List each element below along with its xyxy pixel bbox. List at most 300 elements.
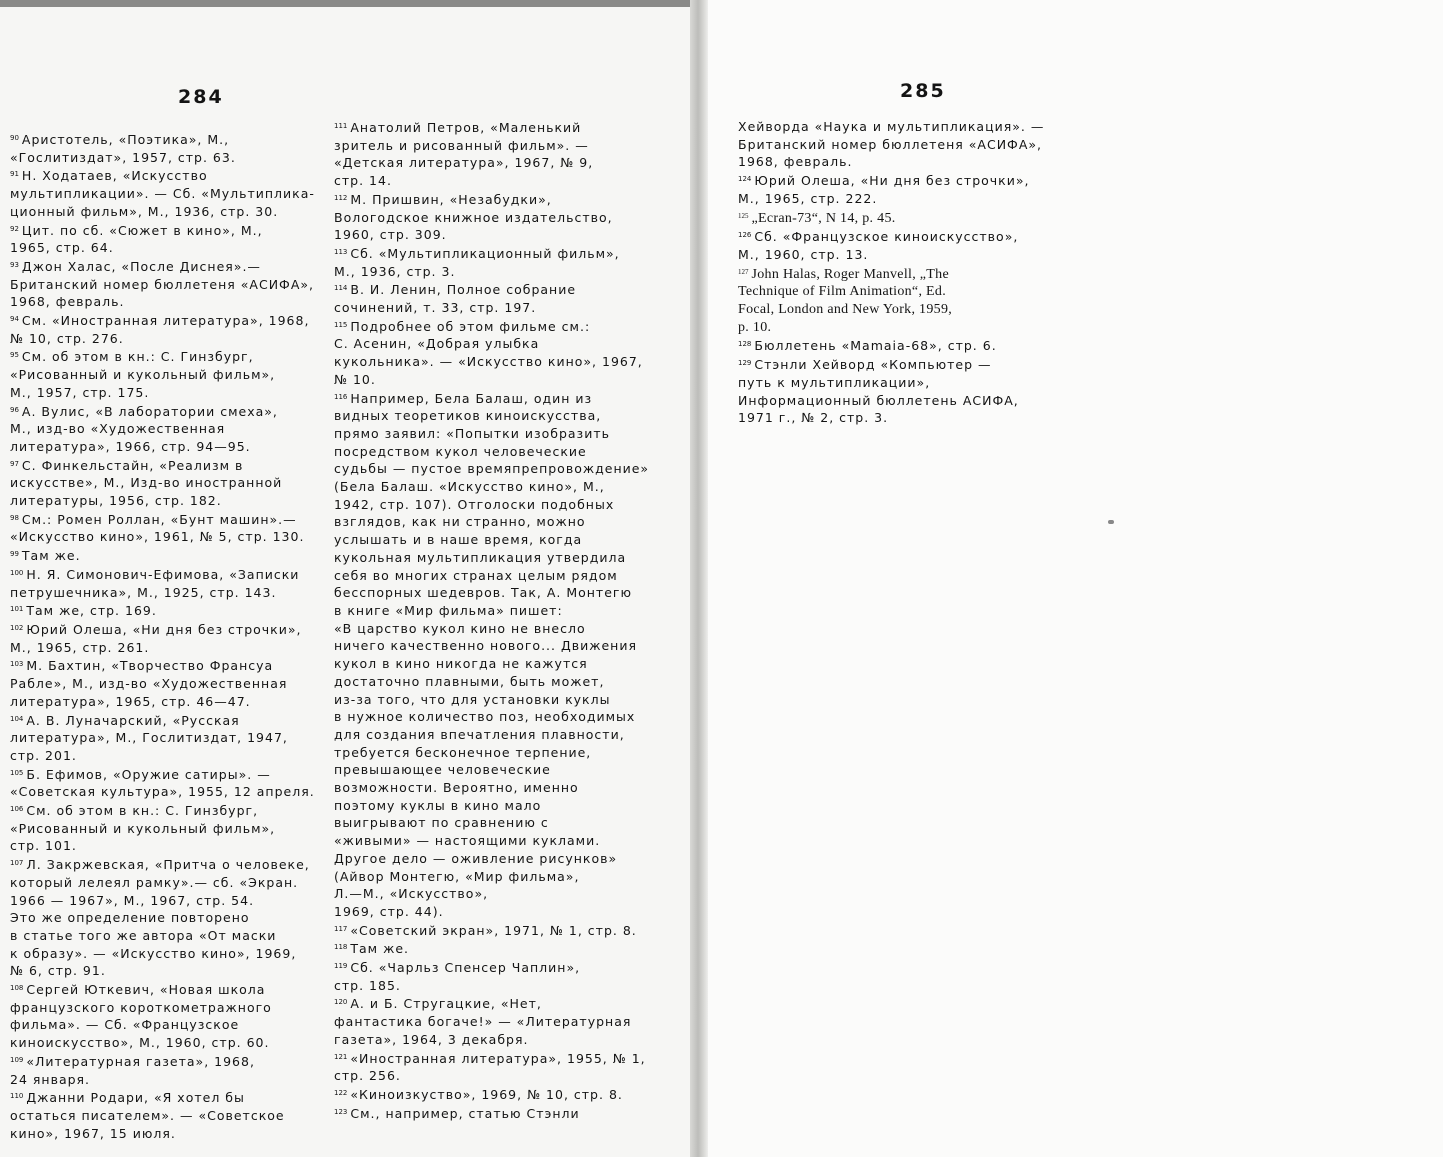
footnote-line	[334, 513, 649, 531]
footnote-line	[10, 149, 315, 167]
footnote-text: «Советский экран», 1971, № 1, стр. 8.	[350, 922, 637, 938]
footnote-text: Стэнли Хейворд «Компьютер —	[754, 357, 992, 373]
footnote-line	[334, 317, 649, 336]
footnote-text: А. Вулис, «В лаборатории смеха»,	[21, 403, 278, 419]
footnote-line	[738, 355, 1044, 374]
footnote-text: (Айвор Монтегю, «Мир фильма»,	[334, 868, 580, 884]
footnote-text: кукольника». — «Искусство кино», 1967,	[334, 354, 643, 370]
footnote-text: А. и Б. Стругацкие, «Нет,	[350, 996, 542, 1012]
footnote-line	[334, 1049, 649, 1068]
footnote-number: 107	[10, 859, 24, 868]
footnote-text: 1968, февраль.	[738, 154, 853, 170]
footnote-number: 91	[10, 170, 19, 179]
footnote-line	[334, 478, 649, 496]
footnote-line	[10, 584, 315, 602]
footnote-number: 112	[334, 193, 348, 202]
footnote-text: стр. 201.	[10, 747, 77, 763]
footnote-text: Например, Бела Балаш, один из	[350, 390, 593, 406]
footnote-text: «Киноизкуство», 1969, № 10, стр. 8.	[350, 1086, 623, 1102]
footnote-line	[334, 244, 649, 263]
footnote-line	[738, 171, 1044, 190]
footnote-line	[10, 239, 315, 257]
footnote-line	[334, 172, 649, 190]
footnote-line	[10, 185, 315, 203]
footnote-line	[10, 945, 315, 963]
scan-edge-shadow	[0, 0, 690, 7]
footnote-line	[334, 335, 649, 353]
footnote-line	[334, 1067, 649, 1085]
footnote-text: Бюллетень «Mamaia-68», стр. 6.	[754, 338, 997, 354]
footnote-number: 121	[334, 1052, 348, 1061]
footnote-text: Л. Закржевская, «Притча о человеке,	[26, 857, 310, 873]
footnote-text: 1960, стр. 309.	[334, 227, 447, 243]
page-number-left: 284	[178, 86, 224, 108]
footnote-number: 127	[738, 267, 749, 276]
footnote-text: См. «Иностранная литература», 1968,	[21, 313, 310, 329]
footnote-text: М., 1965, стр. 261.	[10, 639, 150, 655]
footnote-text: стр. 185.	[334, 977, 401, 993]
footnote-text: петрушечника», М., 1925, стр. 143.	[10, 584, 277, 600]
footnote-number: 115	[334, 320, 348, 329]
footnote-line	[334, 118, 649, 137]
footnote-text: См.: Ромен Роллан, «Бунт машин».—	[21, 511, 297, 527]
footnote-line	[334, 567, 649, 585]
footnote-text: p. 10.	[738, 319, 772, 335]
footnote-text: поэтому куклы в кино мало	[334, 797, 542, 813]
footnote-text: Юрий Олеша, «Ни дня без строчки»,	[754, 173, 1030, 189]
footnote-line	[334, 1085, 649, 1104]
footnote-text: № 10, стр. 276.	[10, 330, 124, 346]
footnote-text: М. Бахтин, «Творчество Франсуа	[26, 658, 274, 674]
footnote-line	[334, 190, 649, 209]
footnote-line	[334, 850, 649, 868]
footnote-number: 108	[10, 984, 24, 993]
footnote-text: 1968, февраль.	[10, 294, 125, 310]
footnote-line	[334, 496, 649, 514]
footnote-line	[10, 347, 315, 366]
footnote-number: 103	[10, 660, 24, 669]
footnote-number: 97	[10, 459, 19, 468]
footnote-number: 123	[334, 1107, 348, 1116]
footnote-text: в нужное количество поз, необходимых	[334, 709, 636, 725]
footnote-text: литература», 1965, стр. 46—47.	[10, 693, 251, 709]
footnote-line	[334, 832, 649, 850]
footnote-text: стр. 14.	[334, 173, 392, 189]
footnote-line	[10, 980, 315, 999]
footnote-line	[334, 389, 649, 408]
footnote-line	[334, 655, 649, 673]
footnote-line	[738, 208, 1044, 228]
footnote-text: Н. Я. Симонович-Ефимова, «Записки	[26, 566, 300, 582]
footnote-text: судьбы — пустое времяпрепровождение»	[334, 461, 650, 477]
footnote-text: остаться писателем». — «Советское	[10, 1107, 285, 1123]
footnote-text: «Рисованный и кукольный фильм»,	[10, 367, 276, 383]
footnote-line	[738, 392, 1044, 410]
footnote-line	[10, 330, 315, 348]
footnote-line	[738, 301, 1044, 319]
footnote-text: «Рисованный и кукольный фильм»,	[10, 820, 276, 836]
footnote-text: превышающее человеческие	[334, 762, 551, 778]
footnote-line	[10, 311, 315, 330]
footnote-text: возможности. Вероятно, именно	[334, 780, 579, 796]
footnote-line	[10, 474, 315, 492]
footnote-line	[10, 783, 315, 801]
footnote-line	[10, 1052, 315, 1071]
footnote-line	[334, 549, 649, 567]
footnote-text: Сергей Юткевич, «Новая школа	[26, 982, 266, 998]
footnote-text: прямо заявил: «Попытки изобразить	[334, 425, 610, 441]
footnote-line	[738, 319, 1044, 337]
footnote-line	[334, 921, 649, 940]
footnote-line	[738, 227, 1044, 246]
footnote-text: Хейворда «Наука и мультипликация». —	[738, 119, 1045, 134]
footnote-text: Л.—М., «Искусство»,	[334, 886, 489, 902]
footnote-number: 116	[334, 392, 348, 401]
footnote-line	[334, 637, 649, 655]
footnote-text: в статье того же автора «От маски	[10, 927, 277, 943]
footnote-number: 111	[334, 122, 348, 130]
footnote-line	[334, 620, 649, 638]
footnote-text: путь к мультипликации»,	[738, 374, 931, 390]
footnote-text: стр. 256.	[334, 1068, 401, 1084]
footnote-line	[334, 371, 649, 389]
footnote-line	[10, 601, 315, 620]
footnote-number: 93	[10, 260, 19, 269]
footnote-text: 1971 г., № 2, стр. 3.	[738, 410, 889, 426]
footnote-line	[10, 999, 315, 1017]
footnote-number: 129	[738, 359, 752, 368]
footnote-line	[334, 299, 649, 317]
footnote-number: 94	[10, 315, 19, 324]
footnote-text: посредством кукол человеческие	[334, 443, 587, 459]
footnote-line	[10, 639, 315, 657]
footnote-line	[10, 675, 315, 693]
footnote-text: 1969, стр. 44).	[334, 903, 444, 919]
footnote-text: В. И. Ленин, Полное собрание	[350, 282, 577, 298]
footnote-text: Джон Халас, «После Диснея».—	[21, 258, 261, 274]
footnote-text: «Гослитиздат», 1957, стр. 63.	[10, 149, 236, 165]
footnote-line	[334, 885, 649, 903]
footnote-line	[334, 1013, 649, 1031]
footnote-line	[334, 602, 649, 620]
footnote-text: Аристотель, «Поэтика», М.,	[21, 132, 230, 147]
footnote-line	[10, 438, 315, 456]
footnote-text: № 10.	[334, 371, 376, 387]
footnote-line	[10, 1071, 315, 1089]
footnote-text: См. об этом в кн.: С. Гинзбург,	[26, 803, 259, 819]
footnote-text: С. Финкельстайн, «Реализм в	[21, 457, 244, 473]
footnote-line	[10, 492, 315, 510]
footnote-number: 105	[10, 768, 24, 777]
footnote-number: 101	[10, 605, 24, 614]
footnote-line	[334, 939, 649, 958]
footnote-line	[738, 283, 1044, 301]
footnote-line	[10, 293, 315, 311]
footnote-line	[334, 460, 649, 478]
footnote-line	[334, 708, 649, 726]
footnote-line	[334, 443, 649, 461]
footnote-line	[738, 153, 1044, 171]
footnote-text: М., 1960, стр. 13.	[738, 246, 869, 262]
footnote-number: 99	[10, 550, 19, 559]
footnote-line	[10, 384, 315, 402]
footnote-line	[10, 820, 315, 838]
footnote-line	[10, 892, 315, 910]
footnote-line	[10, 1125, 315, 1143]
footnotes-column-1	[10, 130, 315, 1142]
footnote-line	[10, 366, 315, 384]
footnote-line	[10, 276, 315, 294]
footnote-number: 100	[10, 568, 24, 577]
footnote-line	[738, 336, 1044, 355]
footnote-text: М., 1965, стр. 222.	[738, 190, 878, 206]
footnote-line	[10, 855, 315, 874]
footnote-text: 1966 — 1967», М., 1967, стр. 54.	[10, 892, 255, 908]
footnote-text: «Литературная газета», 1968,	[26, 1053, 255, 1069]
footnote-text: «Иностранная литература», 1955, № 1,	[350, 1050, 646, 1066]
footnote-line	[10, 656, 315, 675]
footnote-line	[334, 407, 649, 425]
footnote-line	[10, 221, 315, 240]
footnote-text: газета», 1964, 3 декабря.	[334, 1031, 529, 1047]
footnote-number: 102	[10, 623, 24, 632]
footnote-line	[334, 154, 649, 172]
footnote-text: литература», 1966, стр. 94—95.	[10, 438, 251, 454]
footnote-line	[10, 1034, 315, 1052]
footnote-text: кукольная мультипликация утвердила	[334, 549, 627, 565]
footnote-number: 109	[10, 1055, 24, 1064]
footnote-text: Там же.	[350, 941, 409, 957]
footnote-text: литература», М., Гослитиздат, 1947,	[10, 730, 288, 746]
footnote-text: достаточно плавными, быть может,	[334, 673, 605, 689]
footnote-number: 92	[10, 224, 19, 233]
footnote-line	[10, 620, 315, 639]
footnote-number: 90	[10, 134, 19, 142]
footnote-text: искусстве», М., Изд-во иностранной	[10, 475, 283, 491]
footnote-number: 125	[738, 211, 749, 220]
footnote-line	[10, 130, 315, 149]
footnote-number: 120	[334, 998, 348, 1007]
footnote-number: 95	[10, 351, 19, 360]
footnote-text: сочинений, т. 33, стр. 197.	[334, 300, 537, 316]
footnote-line	[738, 190, 1044, 208]
footnote-text: 1942, стр. 107). Отголоски подобных	[334, 496, 615, 512]
footnote-text: Юрий Олеша, «Ни дня без строчки»,	[26, 621, 302, 637]
footnote-text: Сб. «Французское киноискусство»,	[754, 229, 1019, 245]
footnote-text: John Halas, Roger Manvell, „The	[751, 266, 949, 282]
footnote-line	[10, 510, 315, 529]
footnote-number: 128	[738, 340, 752, 349]
footnote-text: Цит. по сб. «Сюжет в кино», М.,	[21, 222, 263, 238]
footnote-line	[738, 409, 1044, 427]
footnote-line	[10, 257, 315, 276]
footnote-line	[334, 761, 649, 779]
footnote-text: который лелеял рамку».— сб. «Экран.	[10, 874, 299, 890]
footnote-number: 118	[334, 943, 348, 952]
footnote-number: 98	[10, 513, 19, 522]
footnote-text: кукол в кино никогда не кажутся	[334, 656, 588, 672]
footnote-line	[334, 903, 649, 921]
footnote-text: 24 января.	[10, 1071, 91, 1087]
footnote-number: 117	[334, 924, 348, 933]
footnote-line	[334, 868, 649, 886]
footnote-text: требуется бесконечное терпение,	[334, 744, 592, 760]
footnote-line	[334, 977, 649, 995]
footnote-line	[738, 246, 1044, 264]
footnote-text: ционный фильм», М., 1936, стр. 30.	[10, 203, 279, 219]
footnote-text: к образу». — «Искусство кино», 1969,	[10, 945, 297, 961]
footnote-text: № 6, стр. 91.	[10, 963, 106, 979]
footnote-text: Н. Ходатаев, «Искусство	[21, 168, 208, 184]
footnote-line	[10, 565, 315, 584]
footnote-line	[334, 425, 649, 443]
footnote-line	[10, 747, 315, 765]
footnote-text: выигрывают по сравнению с	[334, 815, 549, 831]
footnote-text: «живыми» — настоящими куклами.	[334, 833, 601, 849]
footnote-text: Там же, стр. 169.	[26, 603, 157, 619]
footnote-text: Джанни Родари, «Я хотел бы	[26, 1090, 245, 1106]
footnote-line	[334, 744, 649, 762]
footnote-line	[334, 797, 649, 815]
footnote-text: А. В. Луначарский, «Русская	[26, 712, 240, 728]
footnote-text: Сб. «Чарльз Спенсер Чаплин»,	[350, 960, 581, 976]
footnote-line	[10, 528, 315, 546]
footnote-text: Анатолий Петров, «Маленький	[350, 120, 582, 135]
footnote-line	[738, 118, 1044, 136]
footnote-text: себя во многих странах целым рядом	[334, 567, 618, 583]
footnote-line	[10, 203, 315, 221]
footnote-text: «В царство кукол кино не внесло	[334, 620, 586, 636]
footnote-text: фильма». — Сб. «Французское	[10, 1017, 240, 1033]
footnote-text: «Искусство кино», 1961, № 5, стр. 130.	[10, 529, 305, 545]
footnote-text: Рабле», М., изд-во «Художественная	[10, 676, 288, 692]
footnote-line	[334, 1031, 649, 1049]
footnote-line	[334, 958, 649, 977]
footnote-line	[10, 765, 315, 784]
footnote-line	[10, 927, 315, 945]
footnote-line	[10, 693, 315, 711]
footnote-line	[10, 874, 315, 892]
footnote-text: «Детская литература», 1967, № 9,	[334, 155, 594, 171]
footnote-text: в книге «Мир фильма» пишет:	[334, 602, 563, 618]
footnote-text: М., 1957, стр. 175.	[10, 384, 150, 400]
footnote-text: М., изд-во «Художественная	[10, 421, 226, 437]
footnote-text: видных теоретиков киноискусства,	[334, 408, 602, 424]
footnote-line	[10, 166, 315, 185]
footnote-number: 119	[334, 962, 348, 971]
footnote-text: Британский номер бюллетеня «АСИФА»,	[10, 276, 314, 292]
footnote-number: 110	[10, 1092, 24, 1101]
footnote-line	[10, 801, 315, 820]
footnote-line	[334, 673, 649, 691]
footnotes-column-2	[334, 118, 649, 1122]
footnote-line	[334, 779, 649, 797]
footnote-text: С. Асенин, «Добрая улыбка	[334, 336, 540, 352]
footnote-line	[10, 402, 315, 421]
footnote-line	[10, 962, 315, 980]
footnote-number: 114	[334, 284, 348, 293]
footnote-text: М., 1936, стр. 3.	[334, 263, 456, 279]
left-page	[0, 0, 690, 1157]
footnote-line	[10, 1016, 315, 1034]
footnote-text: „Ecran-73“, N 14, p. 45.	[751, 210, 896, 226]
footnote-text: из-за того, что для установки куклы	[334, 691, 611, 707]
footnote-text: мультипликации». — Сб. «Мультиплика-	[10, 186, 315, 202]
footnote-line	[334, 814, 649, 832]
footnote-line	[738, 136, 1044, 154]
footnote-text: Вологодское книжное издательство,	[334, 209, 613, 225]
footnote-line	[334, 280, 649, 299]
footnote-text: французского короткометражного	[10, 999, 272, 1015]
footnote-text: стр. 101.	[10, 838, 77, 854]
book-gutter	[690, 0, 708, 1157]
footnote-line	[334, 726, 649, 744]
footnote-text: Это же определение повторено	[10, 910, 250, 926]
footnote-text: Британский номер бюллетеня «АСИФА»,	[738, 136, 1042, 152]
footnote-text: «Советская культура», 1955, 12 апреля.	[10, 784, 315, 800]
footnote-text: бесспорных шедевров. Так, А. Монтегю	[334, 585, 632, 601]
footnote-text: кино», 1967, 15 июля.	[10, 1125, 176, 1141]
footnote-text: киноискусство», М., 1960, стр. 60.	[10, 1035, 270, 1051]
footnote-text: фантастика богаче!» — «Литературная	[334, 1014, 632, 1030]
footnote-text: См., например, статью Стэнли	[350, 1105, 580, 1121]
footnotes-column-3	[738, 118, 1044, 427]
footnote-text: Информационный бюллетень АСИФА,	[738, 392, 1019, 408]
footnote-text: для создания впечатления плавности,	[334, 726, 625, 742]
footnote-line	[334, 691, 649, 709]
footnote-text: ничего качественно нового... Движения	[334, 638, 637, 654]
footnote-line	[10, 1107, 315, 1125]
footnote-line	[334, 263, 649, 281]
footnote-number: 106	[10, 805, 24, 814]
footnote-text: Другое дело — оживление рисунков»	[334, 850, 618, 866]
footnote-line	[334, 1104, 649, 1123]
footnote-line	[10, 711, 315, 730]
footnote-number: 104	[10, 714, 24, 723]
footnote-line	[738, 374, 1044, 392]
footnote-line	[334, 584, 649, 602]
footnote-text: услышать и в наше время, когда	[334, 532, 583, 548]
footnote-line	[334, 353, 649, 371]
footnote-text: зритель и рисованный фильм». —	[334, 137, 589, 153]
footnote-text: Там же.	[21, 548, 81, 564]
footnote-line	[334, 531, 649, 549]
footnote-line	[334, 137, 649, 155]
footnote-line	[10, 729, 315, 747]
footnote-line	[10, 456, 315, 475]
footnote-line	[10, 909, 315, 927]
footnote-line	[10, 1088, 315, 1107]
footnote-number: 96	[10, 405, 19, 414]
footnote-line	[10, 420, 315, 438]
dust-speck	[1108, 520, 1114, 524]
footnote-line	[334, 226, 649, 244]
footnote-text: Б. Ефимов, «Оружие сатиры». —	[26, 766, 271, 782]
footnote-text: См. об этом в кн.: С. Гинзбург,	[21, 349, 254, 365]
footnote-text: взглядов, как ни странно, можно	[334, 514, 586, 530]
footnote-text: 1965, стр. 64.	[10, 240, 114, 256]
footnote-text: (Бела Балаш. «Искусство кино», М.,	[334, 479, 605, 495]
footnote-number: 113	[334, 247, 348, 256]
footnote-text: Focal, London and New York, 1959,	[738, 302, 953, 318]
footnote-number: 126	[738, 231, 752, 240]
footnote-text: Подробнее об этом фильме см.:	[350, 318, 591, 334]
footnote-line	[334, 994, 649, 1013]
footnote-number: 124	[738, 175, 752, 184]
footnote-line	[10, 546, 315, 565]
footnote-text: Сб. «Мультипликационный фильм»,	[350, 245, 620, 261]
footnote-line	[10, 837, 315, 855]
